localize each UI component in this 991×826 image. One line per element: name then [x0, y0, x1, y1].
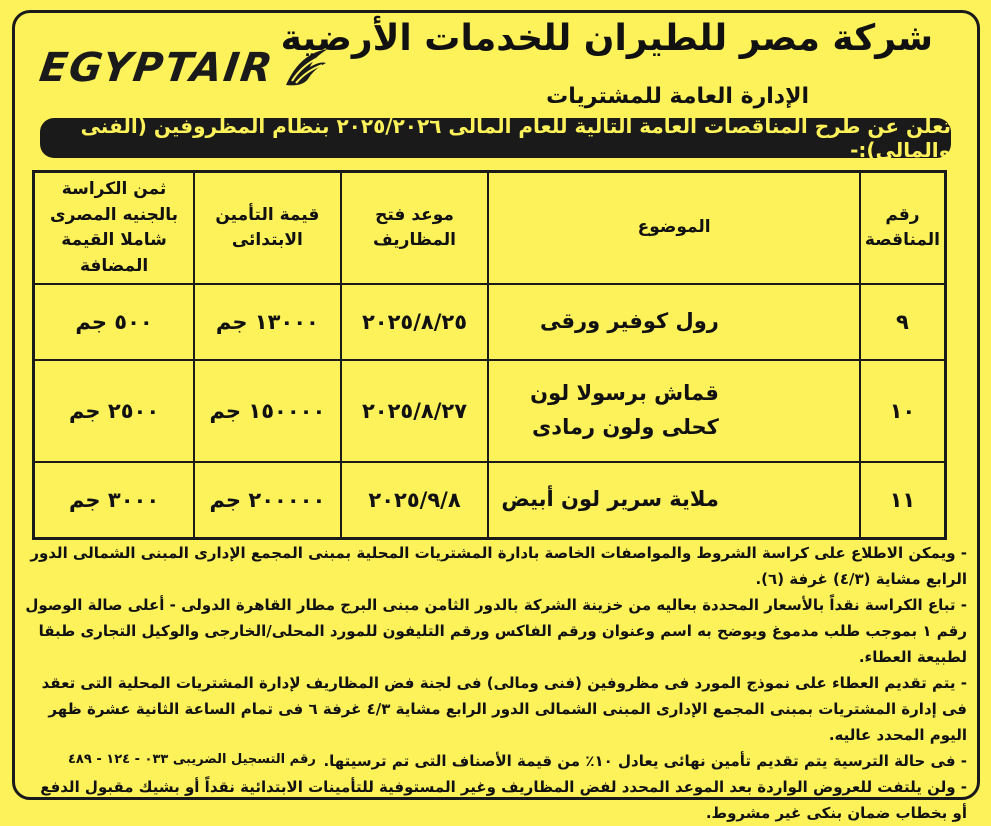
header-subject: الموضوع [488, 172, 859, 285]
cell-price: ٣٠٠٠ جم [34, 462, 195, 538]
cell-opening-date: ٢٠٢٥/٨/٢٧ [341, 360, 489, 462]
table-row [34, 462, 946, 538]
cell-insurance: ١٣٠٠٠ جم [194, 284, 340, 360]
cell-opening-date: ٢٠٢٥/٩/٨ [341, 462, 489, 538]
cell-opening-date: ٢٠٢٥/٨/٢٥ [341, 284, 489, 360]
cell-subject: ملاية سرير لون أبيض [488, 462, 859, 538]
cell-number: ١١ [860, 462, 946, 538]
note-item: - ولن يلتفت للعروض الواردة بعد الموعد المحدد لفض المظاريف وغير المستوفية للتأمينات الابتدائية نقداً أو بشيك مقبول الدفع أو بخطاب ضمان بنكى غير مشروط. [40, 778, 967, 822]
cell-subject: رول كوفير ورقى [488, 284, 859, 360]
tax-registration: رقم التسجيل الضريبى ٠٣٣ - ١٢٤ - ٤٨٩ [68, 752, 316, 767]
tenders-table [32, 170, 947, 540]
note-item: - فى حالة الترسية يتم تقديم تأمين نهائى يعادل ١٠٪ من قيمة الأصناف التى تم ترسيتها. [323, 752, 967, 770]
cell-number: ٩ [860, 284, 946, 360]
logo-text: EGYPTAIR [36, 45, 277, 91]
announcement-banner: تعلن عن طرح المناقصات العامة التالية للعام المالى ٢٠٢٥/٢٠٢٦ بنظام المظروفين (الفنى والمالى):- [40, 118, 951, 158]
company-title: شركة مصر للطيران للخدمات الأرضية [280, 18, 933, 59]
notes-section [22, 540, 967, 826]
cell-subject: قماش برسولا لون كحلى ولون رمادى [488, 360, 859, 462]
department-title: الإدارة العامة للمشتريات [546, 84, 809, 109]
table-row [34, 360, 946, 462]
table-header-row [34, 172, 946, 285]
cell-price: ٢٥٠٠ جم [34, 360, 195, 462]
cell-number: ١٠ [860, 360, 946, 462]
cell-price: ٥٠٠ جم [34, 284, 195, 360]
note-item: - تباع الكراسة نقداً بالأسعار المحددة بعاليه من خزينة الشركة بالدور الثامن مبنى البرج مطار القاهرة الدولى - أعلى صالة الوصول رقم ١ بموجب طلب مدموغ ويوضح به اسم وعنوان ورقم الفاكس ورقم التليفون للمورد المحلى/الخارجى والوكيل التجارى طبقا لطبيعة العطاء. [25, 596, 967, 666]
header-insurance: قيمة التأمين الابتدائى [194, 172, 340, 285]
table-row [34, 284, 946, 360]
cell-insurance: ١٥٠٠٠٠ جم [194, 360, 340, 462]
header-opening-date: موعد فتح المظاريف [341, 172, 489, 285]
cell-insurance: ٢٠٠٠٠٠ جم [194, 462, 340, 538]
header-number: رقم المناقصة [860, 172, 946, 285]
header-price: ثمن الكراسة بالجنيه المصرى شاملا القيمة المضافة [34, 172, 195, 285]
note-item: - ويمكن الاطلاع على كراسة الشروط والمواصفات الخاصة بادارة المشتريات المحلية بمبنى المجمع الإدارى المبنى الشمالى الدور الرابع مشاية (٤/٣) غرفة (٦). [30, 544, 967, 588]
note-item: - يتم تقديم العطاء على نموذج المورد فى مظروفين (فنى ومالى) فى لجنة فض المظاريف لإدارة المشتريات المحلية التى تعقد فى إدارة المشتريات بمبنى المجمع الإدارى المبنى الشمالى الدور الرابع مشاية ٤/٣ غرفة ٦ فى تمام الساعة الثانية عشرة ظهر اليوم المحدد عاليه. [41, 674, 967, 744]
